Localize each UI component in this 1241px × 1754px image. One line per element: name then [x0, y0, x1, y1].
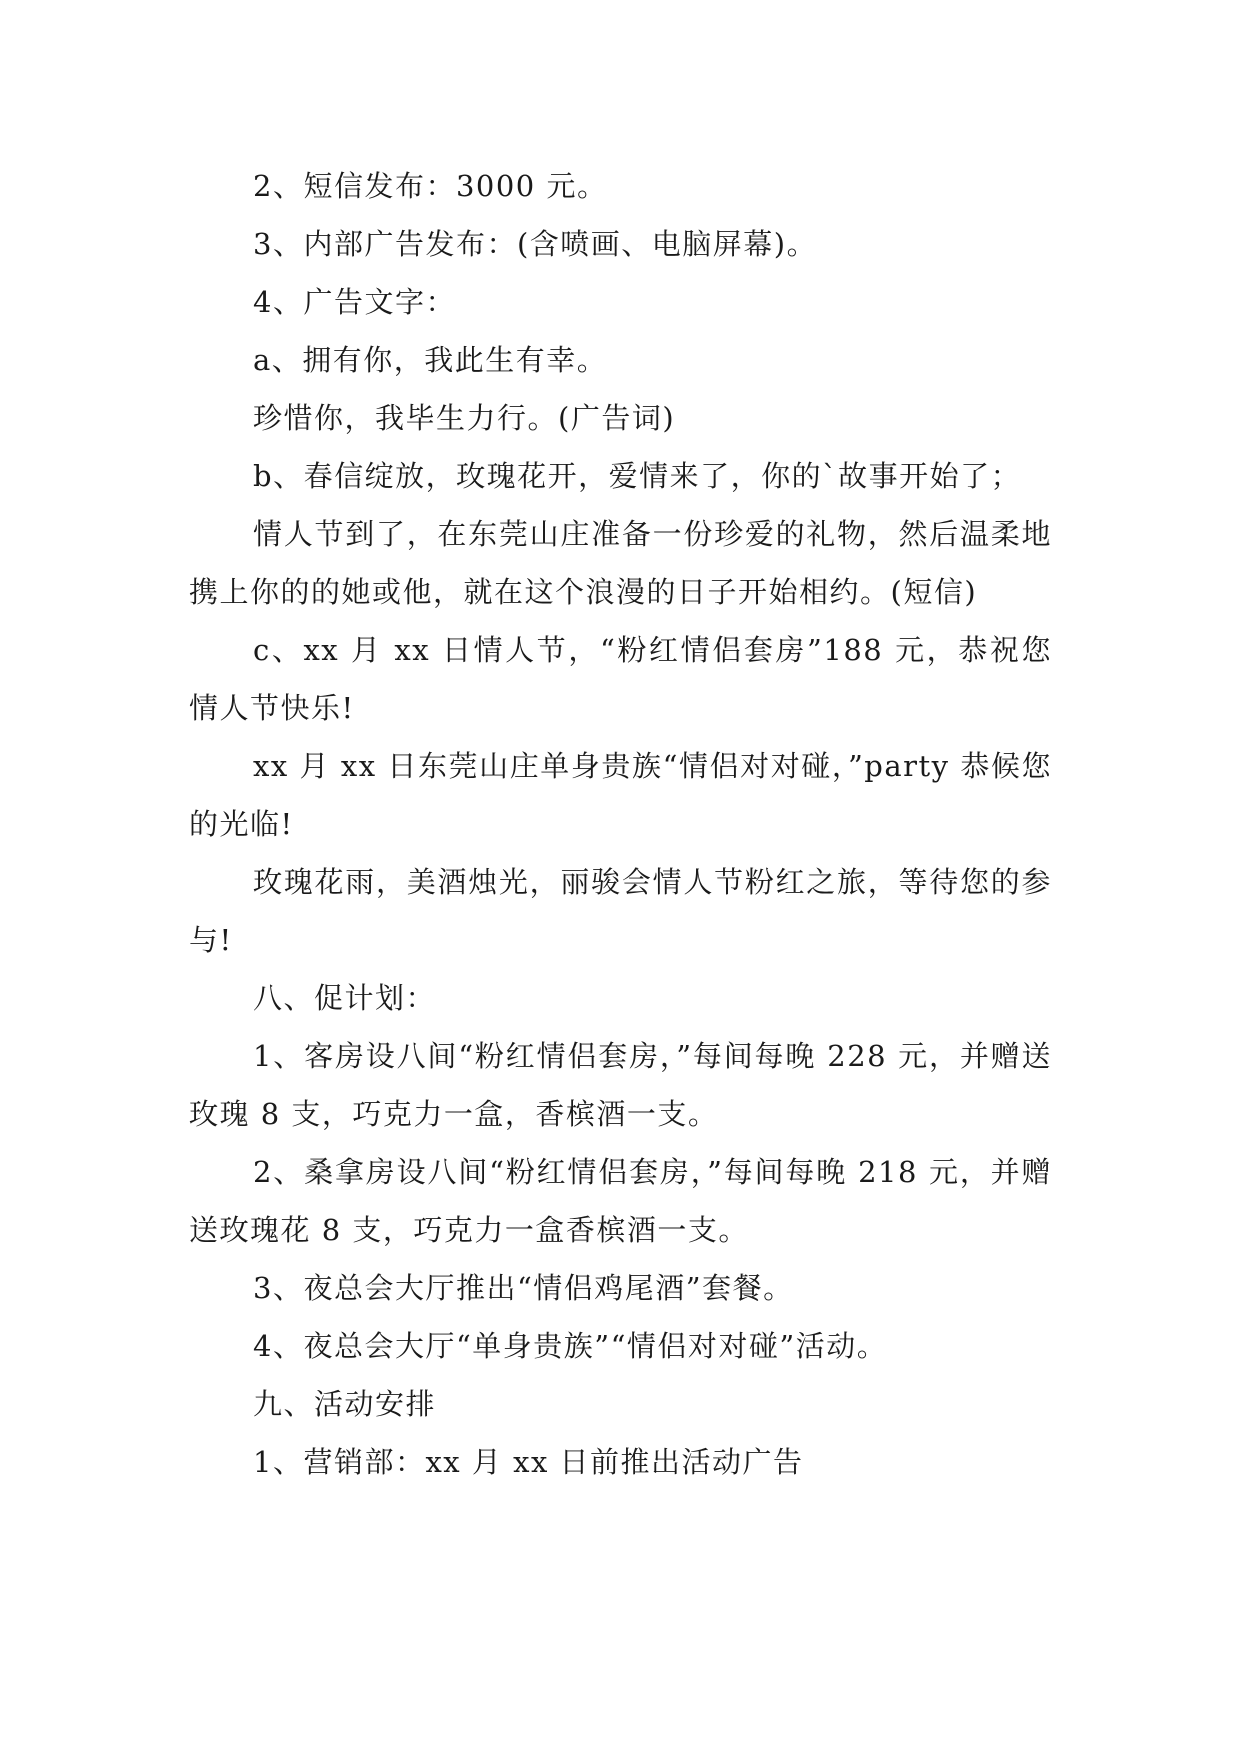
paragraph-sms-release: 2、短信发布：3000 元。: [253, 169, 608, 203]
paragraph-marketing-dept: 1、营销部：xx 月 xx 日前推出活动广告: [253, 1445, 804, 1479]
paragraph-ad-b-sms: 情人节到了，在东莞山庄准备一份珍爱的礼物，然后温柔地携上你的的她或他，就在这个浪漫的日子开始相约。(短信): [189, 517, 1052, 609]
paragraph-singles-event: 4、夜总会大厅“单身贵族”“情侣对对碰”活动。: [253, 1329, 888, 1363]
paragraph-party: xx 月 xx 日东莞山庄单身贵族“情侣对对碰，”party 恭候您的光临!: [189, 749, 1052, 841]
section-heading-promotion: 八、促计划：: [253, 981, 437, 1015]
paragraph-ad-a: a、拥有你，我此生有幸。: [253, 343, 608, 377]
paragraph-ad-b: b、春信绽放，玫瑰花开，爱情来了，你的`故事开始了；: [253, 459, 1022, 493]
document-body: [189, 157, 1052, 1491]
paragraph-rose-rain: 玫瑰花雨，美酒烛光，丽骏会情人节粉红之旅，等待您的参与!: [189, 865, 1052, 957]
section-heading-schedule: 九、活动安排: [253, 1387, 437, 1421]
paragraph-sauna-rooms: 2、桑拿房设八间“粉红情侣套房，”每间每晚 218 元，并赠送玫瑰花 8 支，巧克力一盒香槟酒一支。: [189, 1155, 1052, 1247]
paragraph-ad-text-heading: 4、广告文字：: [253, 285, 456, 319]
paragraph-guest-rooms: 1、客房设八间“粉红情侣套房，”每间每晚 228 元，并赠送玫瑰 8 支，巧克力一盒，香槟酒一支。: [189, 1039, 1052, 1131]
paragraph-internal-ads: 3、内部广告发布：(含喷画、电脑屏幕)。: [253, 227, 818, 261]
paragraph-ad-a-slogan: 珍惜你，我毕生力行。(广告词): [253, 401, 676, 435]
paragraph-cocktail-package: 3、夜总会大厅推出“情侣鸡尾酒”套餐。: [253, 1271, 794, 1305]
paragraph-ad-c: c、xx 月 xx 日情人节，“粉红情侣套房”188 元，恭祝您情人节快乐!: [189, 633, 1052, 725]
